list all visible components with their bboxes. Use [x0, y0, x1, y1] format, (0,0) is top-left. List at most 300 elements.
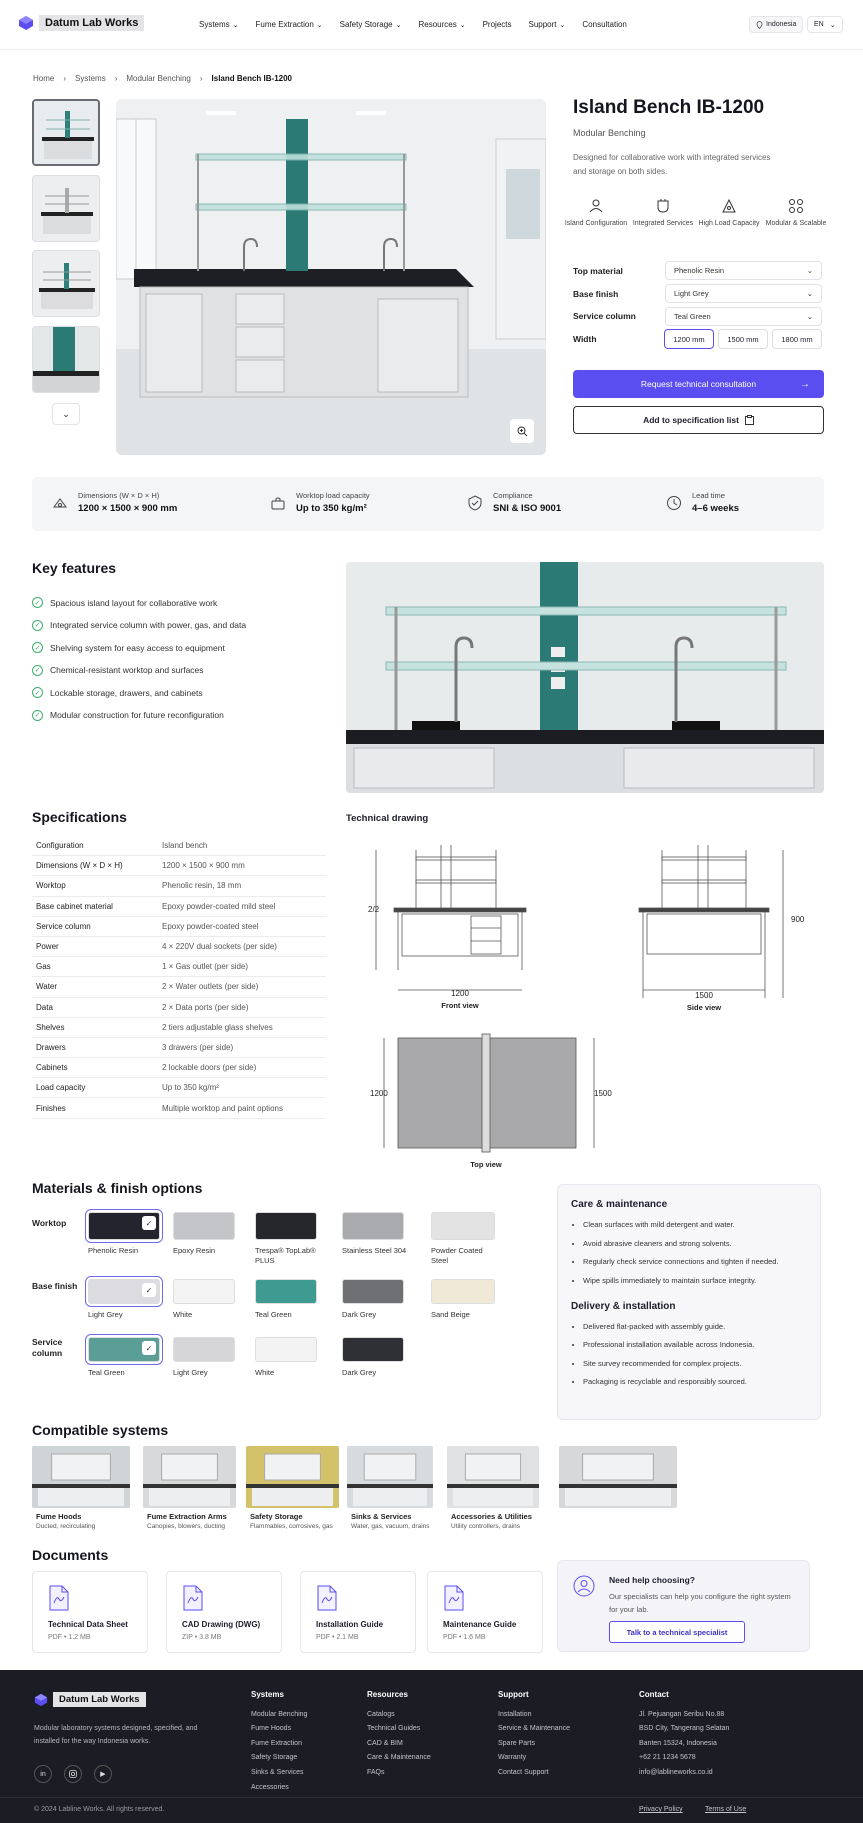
feature-integrated-services: Integrated Services [631, 198, 695, 229]
feature-high-load-capacity: High Load Capacity [697, 198, 761, 229]
swatch-label: Light Grey [88, 1310, 123, 1319]
spec-key: Base cabinet material [36, 901, 113, 911]
file-document-icon [443, 1585, 465, 1611]
check-circle-icon: ✓ [32, 710, 43, 721]
document-name: Installation Guide [316, 1620, 384, 1629]
key-feature-text: Shelving system for easy access to equipment [50, 642, 225, 653]
stats-bar [32, 477, 824, 531]
key-feature-text: Chemical-resistant worktop and surfaces [50, 665, 204, 675]
nav-item-fume-extraction[interactable] [256, 20, 323, 29]
spec-row [32, 937, 326, 957]
product-description: Designed for collaborative work with integrated services and storage on both sides. [573, 153, 771, 176]
service-column-label: Service column [573, 311, 636, 321]
compatible-card-fume-extraction-arms[interactable] [143, 1446, 236, 1508]
worktop-label: Worktop [32, 1218, 67, 1228]
spec-key: Data [36, 1002, 53, 1012]
service-column-thumbnail-image [33, 327, 100, 393]
compatible-system-subtitle: Flammables, corrosives, gas [250, 1523, 333, 1530]
swatch-label: Phenolic Resin [88, 1246, 139, 1255]
spec-row [32, 1018, 326, 1038]
specialist-avatar-icon [573, 1575, 595, 1597]
swatch-label: Powder Coated Steel [431, 1246, 483, 1265]
delivery-item: • Delivered flat-packed with assembly guide. [583, 1322, 811, 1331]
check-circle-icon: ✓ [32, 597, 43, 608]
key-feature-item [32, 687, 203, 698]
footer-link: BSD City, Tangerang Selatan [639, 1725, 730, 1733]
gallery-thumbnail-3[interactable] [32, 250, 100, 317]
compatible-system-image [143, 1446, 236, 1508]
footer-link[interactable]: Fume Extraction [251, 1739, 302, 1747]
footer-divider [0, 1797, 863, 1798]
spec-key: Service column [36, 921, 91, 931]
swatch-worktop-powder-coated-steel[interactable] [431, 1212, 495, 1240]
region-label: Indonesia [766, 21, 797, 28]
nav-item-safety-storage[interactable] [340, 20, 402, 29]
top-material-label: Top material [573, 266, 623, 276]
spec-value: 2 lockable doors (per side) [162, 1063, 257, 1073]
spec-key: Water [36, 982, 58, 992]
spec-key: Cabinets [36, 1063, 68, 1073]
bench-thumbnail-image [33, 176, 100, 242]
nav-item-label: Fume Extraction [255, 20, 314, 29]
footer [0, 1670, 863, 1823]
footer-tagline: Modular laboratory systems designed, specified, and installed for the way Indonesia works. [34, 1725, 198, 1745]
feature-island-configuration: Island Configuration [564, 198, 628, 229]
document-name: Maintenance Guide [443, 1620, 517, 1629]
document-meta: PDF • 1.2 MB [48, 1634, 91, 1641]
swatch-base-dark-grey[interactable] [342, 1279, 404, 1304]
product-main-image[interactable] [116, 99, 546, 455]
breadcrumb-current: Island Bench IB-1200 [211, 74, 292, 83]
spec-row [32, 1098, 326, 1118]
base-finish-label: Base finish [32, 1281, 78, 1291]
footer-link: Banten 15324, Indonesia [639, 1739, 717, 1747]
width-option-1200[interactable]: 1200 mm [664, 329, 714, 349]
swatch-base-light-grey[interactable] [88, 1279, 160, 1304]
footer-support-column [498, 1688, 570, 1781]
compatible-system-name: Fume Hoods [36, 1512, 82, 1521]
document-meta: PDF • 2.1 MB [316, 1634, 359, 1641]
footer-link[interactable]: Technical Guides [367, 1725, 421, 1733]
clock-icon [666, 495, 682, 511]
key-features-title: Key features [32, 560, 117, 576]
spec-value: 2 tiers adjustable glass shelves [162, 1022, 273, 1032]
base-finish-label: Base finish [573, 289, 619, 299]
footer-link[interactable]: Catalogs [367, 1710, 395, 1718]
check-icon: ✓ [142, 1341, 156, 1355]
nav-item-label: Support [528, 20, 557, 29]
spec-value: Multiple worktop and paint options [162, 1103, 283, 1113]
document-meta: PDF • 1.6 MB [443, 1634, 486, 1641]
document-name: Technical Data Sheet [48, 1620, 128, 1629]
swatch-label: Trespa® TopLab® PLUS [255, 1246, 316, 1265]
spec-row [32, 836, 326, 856]
width-option-1800[interactable]: 1800 mm [772, 329, 822, 349]
spec-row [32, 998, 326, 1018]
width-option-1500[interactable]: 1500 mm [718, 329, 768, 349]
swatch-worktop-trespa-toplab-plus[interactable] [255, 1212, 317, 1240]
swatch-label: Stainless Steel 304 [342, 1246, 407, 1255]
zoom-button[interactable] [510, 419, 534, 443]
compatible-system-image [447, 1446, 539, 1508]
key-feature-item [32, 665, 204, 676]
spec-key: Load capacity [36, 1083, 86, 1093]
footer-link[interactable]: Safety Storage [251, 1754, 298, 1762]
key-feature-item [32, 710, 224, 721]
bench-thumbnail-image [34, 101, 100, 166]
gallery-thumbnail-4[interactable] [32, 326, 100, 393]
care-item: • Wipe spills immediately to maintain surface integrity. [583, 1276, 811, 1285]
request-consultation-button[interactable]: Request technical consultation → [573, 370, 824, 398]
swatch-column-dark-grey[interactable] [342, 1337, 404, 1362]
gallery-next-button[interactable] [52, 403, 80, 425]
compatible-system-name: Accessories & Utilities [451, 1512, 532, 1521]
top-material-select[interactable]: Phenolic Resin ⌄ [665, 261, 822, 280]
chevron-down-icon: ⌄ [395, 22, 402, 29]
terms-of-use-link[interactable]: Terms of Use [705, 1806, 747, 1813]
chevron-down-icon: ⌄ [806, 266, 813, 275]
width-label: Width [573, 334, 597, 344]
compatible-system-name: Safety Storage [250, 1512, 303, 1521]
add-to-spec-list-button[interactable]: Add to specification list [573, 406, 824, 434]
swatch-column-teal-green[interactable] [88, 1337, 160, 1362]
file-document-icon [316, 1585, 338, 1611]
cube-logo-icon [18, 15, 34, 31]
spec-row [32, 1058, 326, 1078]
key-feature-item [32, 597, 217, 608]
top-view-label: Top view [470, 1160, 502, 1169]
footer-link[interactable]: CAD & BIM [367, 1739, 403, 1747]
instagram-icon [69, 1770, 77, 1778]
spec-value: 1 × Gas outlet (per side) [162, 962, 249, 972]
swatch-label: Teal Green [255, 1310, 292, 1319]
spec-value: Epoxy powder-coated mild steel [162, 901, 276, 911]
footer-link[interactable]: Accessories [251, 1783, 289, 1791]
chevron-down-icon: ⌄ [232, 22, 239, 29]
breadcrumb-modular-benching[interactable]: Modular Benching [126, 74, 191, 83]
swatch-base-sand-beige[interactable] [431, 1279, 495, 1304]
delivery-title: Delivery & installation [571, 1300, 676, 1312]
brand-name: Datum Lab Works [39, 15, 144, 31]
language-label: EN [814, 21, 824, 28]
service-column-label: Service column [32, 1337, 63, 1358]
key-feature-item [32, 620, 246, 631]
footer-link: Jl. Pejuangan Seribu No.88 [639, 1710, 725, 1718]
key-feature-text: Lockable storage, drawers, and cabinets [50, 687, 203, 698]
stat-lead-time: Lead time 4–6 weeks [666, 491, 739, 514]
side-view-width-dimension: 1500 [695, 991, 713, 1000]
compatible-system-image [559, 1446, 677, 1508]
gallery-thumbnail-2[interactable] [32, 175, 100, 242]
technical-drawing-title: Technical drawing [346, 813, 429, 824]
compatible-systems-title: Compatible systems [32, 1422, 169, 1438]
spec-key: Drawers [36, 1042, 66, 1052]
compatible-system-subtitle: Canopies, blowers, ducting [147, 1523, 226, 1530]
linkedin-icon: in [40, 1770, 46, 1778]
shield-icon [467, 495, 483, 511]
check-circle-icon: ✓ [32, 620, 43, 631]
base-finish-select[interactable]: Light Grey ⌄ [665, 284, 822, 303]
document-card-technical-data-sheet[interactable] [32, 1571, 148, 1653]
file-document-icon [48, 1585, 70, 1611]
nav-item-label: Resources [418, 20, 457, 29]
modular-icon [788, 198, 804, 214]
swatch-label: Light Grey [173, 1368, 208, 1377]
spec-row [32, 876, 326, 896]
services-icon [655, 198, 671, 214]
key-feature-item [32, 642, 225, 653]
footer-link[interactable]: info@lablineworks.co.id [639, 1768, 713, 1776]
swatch-worktop-stainless-steel-304[interactable] [342, 1212, 404, 1240]
spec-key: Dimensions (W × D × H) [36, 861, 123, 871]
swatch-column-white[interactable] [255, 1337, 317, 1362]
swatch-label: Teal Green [88, 1368, 125, 1377]
swatch-label: White [173, 1310, 193, 1319]
spec-row [32, 957, 326, 977]
footer-link[interactable]: Sinks & Services [251, 1768, 304, 1776]
spec-value: Epoxy powder-coated steel [162, 921, 259, 931]
chevron-down-icon: ⌄ [806, 312, 813, 321]
breadcrumb [33, 74, 292, 83]
spec-key: Power [36, 942, 59, 952]
zoom-in-icon [517, 426, 528, 437]
chevron-down-icon: ⌄ [806, 289, 813, 298]
nav-item-label: Consultation [582, 20, 627, 29]
footer-link[interactable]: Care & Maintenance [367, 1754, 431, 1762]
swatch-worktop-epoxy-resin[interactable] [173, 1212, 235, 1240]
compatible-card-fume-hoods[interactable] [32, 1446, 130, 1508]
load-icon [270, 495, 286, 511]
footer-link[interactable]: Modular Benching [251, 1710, 308, 1718]
help-card [557, 1560, 810, 1652]
compatible-system-subtitle: Ducted, recirculating [36, 1523, 96, 1530]
compatible-card-sinks-services[interactable] [347, 1446, 433, 1508]
brand-logo[interactable] [18, 15, 144, 31]
spec-key: Shelves [36, 1022, 65, 1032]
check-circle-icon: ✓ [32, 642, 43, 653]
delivery-item: • Professional installation available across Indonesia. [583, 1340, 811, 1349]
bench-thumbnail-image [33, 251, 100, 317]
service-column-select[interactable]: Teal Green ⌄ [665, 307, 822, 326]
footer-logo[interactable] [34, 1692, 146, 1707]
footer-column-title: Contact [639, 1690, 669, 1699]
footer-copyright: © 2024 Labline Works. All rights reserved. [34, 1806, 165, 1813]
spec-value: Phenolic resin, 18 mm [162, 881, 242, 891]
breadcrumb-separator-icon: › [114, 74, 118, 83]
front-view-width-dimension: 1200 [451, 989, 469, 998]
footer-column-title: Systems [251, 1690, 284, 1699]
check-icon: ✓ [142, 1216, 156, 1230]
help-text: Our specialists can help you configure the right system for your lab. [609, 1592, 791, 1614]
footer-link[interactable]: Service & Maintenance [498, 1725, 570, 1733]
top-navbar [0, 0, 863, 50]
delivery-item: • Site survey recommended for complex projects. [583, 1359, 811, 1368]
footer-resources-column [367, 1688, 431, 1781]
spec-row [32, 977, 326, 997]
spec-row [32, 1078, 326, 1098]
materials-title: Materials & finish options [32, 1180, 203, 1196]
swatch-worktop-phenolic-resin[interactable] [88, 1212, 160, 1240]
spec-row [32, 897, 326, 917]
nav-item-consultation[interactable] [582, 20, 626, 29]
footer-link[interactable]: Installation [498, 1710, 532, 1718]
care-item: • Avoid abrasive cleaners and strong solvents. [583, 1239, 811, 1248]
youtube-link[interactable] [94, 1765, 112, 1783]
spec-key: Finishes [36, 1103, 66, 1113]
compatible-system-subtitle: Utility controllers, drains [451, 1523, 520, 1530]
spec-value: Up to 350 kg/m² [162, 1083, 219, 1093]
care-delivery-panel [557, 1184, 821, 1420]
clipboard-icon [745, 415, 754, 425]
compatible-system-name: Sinks & Services [351, 1512, 412, 1521]
arrow-right-icon: → [800, 378, 810, 390]
nav-item-resources[interactable] [418, 20, 465, 29]
technical-drawing [346, 830, 824, 1175]
key-feature-text: Modular construction for future reconfiguration [50, 710, 224, 720]
compatible-system-image [347, 1446, 433, 1508]
location-pin-icon [756, 21, 763, 29]
footer-link[interactable]: Fume Hoods [251, 1725, 292, 1733]
chevron-down-icon: ⌄ [316, 22, 323, 29]
compatible-system-image [246, 1446, 339, 1508]
nav-item-label: Systems [199, 20, 230, 29]
key-features-photo [346, 562, 824, 793]
document-card-maintenance-guide[interactable] [427, 1571, 543, 1653]
help-title: Need help choosing? [609, 1575, 695, 1585]
nav-item-systems[interactable] [199, 20, 239, 29]
breadcrumb-home[interactable]: Home [33, 74, 55, 83]
check-circle-icon: ✓ [32, 687, 43, 698]
swatch-label: Epoxy Resin [173, 1246, 216, 1255]
swatch-label: Dark Grey [342, 1310, 377, 1319]
footer-link[interactable]: Spare Parts [498, 1739, 535, 1747]
feature-modular-scalable: Modular & Scalable [764, 198, 828, 229]
footer-systems-column [251, 1688, 307, 1795]
documents-title: Documents [32, 1547, 109, 1563]
privacy-policy-link[interactable]: Privacy Policy [639, 1806, 683, 1813]
swatch-base-white[interactable] [173, 1279, 235, 1304]
spec-row [32, 917, 326, 937]
linkedin-link[interactable] [34, 1765, 52, 1783]
compatible-card-accessories-utilities[interactable] [447, 1446, 539, 1508]
region-selector[interactable] [749, 16, 803, 33]
side-view-label: Side view [686, 1003, 722, 1012]
instagram-link[interactable] [64, 1765, 82, 1783]
swatch-label: White [255, 1368, 275, 1377]
front-view-height-mark: 2/2 [368, 905, 380, 914]
footer-link[interactable]: Warranty [498, 1754, 527, 1762]
language-selector[interactable] [807, 16, 843, 33]
chevron-down-icon: ⌄ [62, 408, 70, 419]
service-column-closeup-photo [346, 562, 824, 793]
stat-load-capacity: Worktop load capacity Up to 350 kg/m² [270, 491, 370, 514]
key-feature-text: Spacious island layout for collaborative work [50, 597, 218, 608]
front-view-label: Front view [441, 1001, 479, 1010]
stat-compliance: Compliance SNI & ISO 9001 [467, 491, 561, 514]
weight-icon [721, 198, 737, 214]
footer-link[interactable]: Contact Support [498, 1768, 549, 1776]
footer-brand-name: Datum Lab Works [53, 1692, 146, 1707]
care-item: • Clean surfaces with mild detergent and water. [583, 1220, 811, 1229]
nav-item-support[interactable] [529, 20, 566, 29]
care-item: • Regularly check service connections and tighten if needed. [583, 1257, 811, 1266]
key-feature-text: Integrated service column with power, gas, and data [50, 620, 247, 630]
footer-column-title: Resources [367, 1690, 408, 1699]
island-bench-photo [116, 99, 546, 455]
talk-to-specialist-button[interactable]: Talk to a technical specialist [609, 1621, 745, 1643]
main-nav [199, 20, 627, 29]
check-circle-icon: ✓ [32, 665, 43, 676]
spec-value: 4 × 220V dual sockets (per side) [162, 942, 277, 952]
cube-logo-icon [34, 1693, 48, 1707]
swatch-label: Dark Grey [342, 1368, 377, 1377]
footer-link[interactable]: +62 21 1234 5678 [639, 1754, 696, 1762]
chevron-down-icon: ⌄ [559, 22, 566, 29]
swatch-column-light-grey[interactable] [173, 1337, 235, 1362]
nav-item-label: Projects [482, 20, 512, 29]
top-view-width-dimension: 1200 [370, 1089, 388, 1098]
spec-row [32, 1038, 326, 1058]
compatible-system-name: Fume Extraction Arms [147, 1512, 227, 1521]
document-meta: ZIP • 3.8 MB [182, 1634, 222, 1641]
compatible-card-more[interactable] [559, 1446, 677, 1508]
document-card-installation-guide[interactable] [300, 1571, 416, 1653]
swatch-base-teal-green[interactable] [255, 1279, 317, 1304]
spec-row [32, 856, 326, 876]
top-view-depth-dimension: 1500 [594, 1089, 612, 1098]
spec-value: Island bench [162, 841, 208, 851]
side-view-height-dimension: 900 [791, 915, 805, 924]
product-category: Modular Benching [573, 128, 646, 138]
youtube-icon: ▶ [100, 1771, 106, 1778]
spec-value: 2 × Data ports (per side) [162, 1002, 249, 1012]
specifications-title: Specifications [32, 809, 127, 825]
footer-contact-column [639, 1688, 729, 1781]
chevron-down-icon: ⌄ [829, 21, 836, 29]
care-title: Care & maintenance [571, 1199, 668, 1210]
document-name: CAD Drawing (DWG) [182, 1620, 261, 1629]
compatible-system-image [32, 1446, 130, 1508]
compatible-system-subtitle: Water, gas, vacuum, drains [351, 1523, 430, 1530]
compatible-card-safety-storage[interactable] [246, 1446, 339, 1508]
spec-value: 3 drawers (per side) [162, 1042, 234, 1052]
breadcrumb-separator-icon: › [199, 74, 203, 83]
spec-key: Configuration [36, 841, 84, 851]
dimensions-icon [52, 495, 68, 511]
nav-item-projects[interactable] [483, 20, 512, 29]
breadcrumb-systems[interactable]: Systems [75, 74, 106, 83]
swatch-label: Sand Beige [431, 1310, 470, 1319]
spec-value: 2 × Water outlets (per side) [162, 982, 259, 992]
island-icon [588, 198, 604, 214]
footer-link[interactable]: FAQs [367, 1768, 385, 1776]
stat-dimensions: Dimensions (W × D × H) 1200 × 1500 × 900 mm [52, 491, 177, 514]
chevron-down-icon: ⌄ [459, 22, 466, 29]
check-icon: ✓ [142, 1283, 156, 1297]
document-card-cad-drawing-dwg[interactable] [166, 1571, 282, 1653]
footer-column-title: Support [498, 1690, 529, 1699]
spec-key: Worktop [36, 881, 66, 891]
breadcrumb-separator-icon: › [63, 74, 67, 83]
delivery-item: • Packaging is recyclable and responsibly sourced. [583, 1377, 811, 1386]
spec-key: Gas [36, 962, 51, 972]
gallery-thumbnail-1[interactable] [32, 99, 100, 166]
product-title: Island Bench IB-1200 [573, 97, 765, 118]
nav-item-label: Safety Storage [339, 20, 393, 29]
file-document-icon [182, 1585, 204, 1611]
spec-value: 1200 × 1500 × 900 mm [162, 861, 245, 871]
specifications-table [32, 836, 326, 1119]
